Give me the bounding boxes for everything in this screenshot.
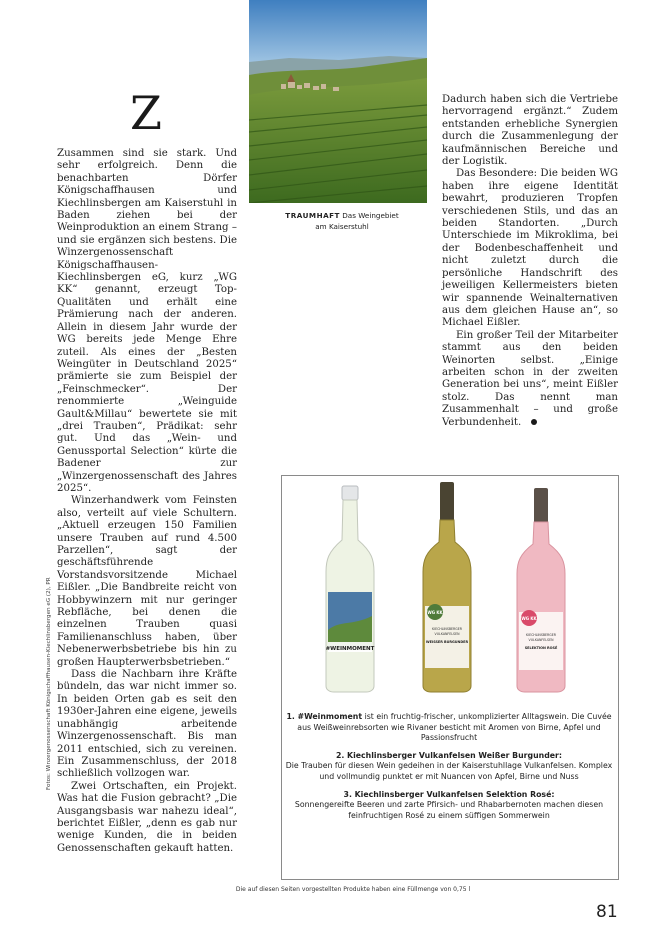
article-column-2 xyxy=(442,94,618,429)
wine-bottles-illustration xyxy=(282,480,616,700)
caption-text-1: Das Weingebiet xyxy=(342,211,399,220)
drop-cap: Z xyxy=(130,86,162,140)
product-item-3 xyxy=(285,790,613,822)
end-mark-icon xyxy=(531,419,537,425)
paragraph: Winzerhandwerk vom Feinsten also, verteilt auf viele Schultern. „Aktuell erzeugen 150 Familien unsere Trauben auf rund 4.500 Parzellen“, sagt der geschäftsführende Vorstandsvorsitzende Michael Eißler. „Die Bandbreite reicht von Hobbywinzern mit nur geringer Rebfläche, bei denen die einzelnen Trauben quasi Familienanschluss haben, über Nebenerwerbsbetriebe bis hin zu großen Haupterwerbsbetrieben.“ xyxy=(57,495,237,668)
photo-caption xyxy=(262,210,422,232)
paragraph: Zusammen sind sie stark. Und sehr erfolgreich. Denn die benachbarten Dörfer Königschaffhausen und Kiechlinsbergen am Kaiserstuhl in Baden ziehen bei der Weinproduktion an einem Strang – und sie ergänzen sich bestens. Die Winzergenossenschaft Königschaffhausen-Kiechlinsbergen eG, kurz „WG KK“ genannt, erzeugt Top-Qualitäten und erhält eine Prämierung nach der anderen. Allein in diesem Jahr wurde der WG bereits jede Menge Ehre zuteil. Als eines der „Besten Weingüter in Deutschland 2025“ prämierte sie zum Beispiel der „Feinschmecker“. Der renommierte „Weinguide Gault&Millau“ bewertete sie mit „drei Trauben“, Prädikat: sehr gut. Und das „Wein- und Genussportal Selection“ kürte die Badener zur „Winzergenossenschaft des Jahres 2025“. xyxy=(57,148,237,494)
paragraph: Dadurch haben sich die Vertriebe hervorragend ergänzt.“ Zudem entstanden erhebliche Synergien durch die Zusammenlegung der kaufmännischen Bereiche und der Logistik. xyxy=(442,94,618,168)
product-descriptions xyxy=(285,712,613,828)
bottle-weisser-burgunder xyxy=(423,482,471,692)
page-number: 81 xyxy=(596,902,618,922)
bottle-3-badge-text: WG KK xyxy=(521,616,537,621)
photo-credit: Fotos: Winzergenossenschaft Königschaffhausen-Kiechlinsbergen eG (2), PR xyxy=(46,577,52,790)
product-item-2 xyxy=(285,751,613,783)
product-text: ist ein fruchtig-frischer, unkomplizierter Alltagswein. Die Cuvée aus Weißweinrebsorten wie Rivaner besticht mit Aromen von Birne, Apfel und Passionsfrucht xyxy=(297,712,612,743)
caption-heading: TRAUMHAFT xyxy=(285,211,340,220)
paragraph xyxy=(442,330,618,429)
bottle-3-label-line3: SELEKTION ROSÉ xyxy=(524,646,558,650)
product-heading: 2. Kiechlinsberger Vulkanfelsen Weißer Burgunder: xyxy=(335,750,563,760)
product-heading: 3. Kiechlinsberger Vulkanfelsen Selektion Rosé: xyxy=(343,789,555,799)
paragraph-text: Ein großer Teil der Mitarbeiter stammt aus den beiden Weinorten selbst. „Einige arbeiten schon in der zweiten Generation bei uns“, meint Eißler stolz. Das nennt man Zusammenhalt – und große Verbundenheit. xyxy=(442,329,618,428)
bottle-3-label-line2: VULKANFELSEN xyxy=(528,638,554,642)
bottle-2-label-line1: KIECHLINSBERGER xyxy=(432,627,462,631)
product-item-1 xyxy=(285,712,613,744)
product-text: Sonnengereifte Beeren und zarte Pfirsich- und Rhabarbernoten machen diesen feinfruchtigen Rosé zu einem süffigen Sommerwein xyxy=(294,800,604,820)
paragraph: Das Besondere: Die beiden WG haben ihre eigene Identität bewahrt, produzieren Tropfen verschiedenen Stils, und das an beiden Standorten. „Durch Unterschiede im Mikroklima, bei der Bodenbeschaffenheit und nicht zuletzt durch die persönliche Handschrift des jeweiligen Kellermeisters bieten wir spannende Weinalternativen aus dem gleichen Hause an“, so Michael Eißler. xyxy=(442,168,618,329)
bottle-weinmoment xyxy=(326,486,375,692)
caption-text-2: am Kaiserstuhl xyxy=(315,222,369,231)
bottle-2-label-line3: WEISSER BURGUNDER xyxy=(425,640,469,644)
vineyard-photo xyxy=(249,0,427,203)
paragraph: Zwei Ortschaften, ein Projekt. Was hat die Fusion gebracht? „Die Ausgangsbasis war nahezu ideal“, berichtet Eißler, „denn es gab nur wenige Kunden, die in beiden Genossenschaften gekauft hatten. xyxy=(57,780,237,854)
footnote: Die auf diesen Seiten vorgestellten Produkte haben eine Füllmenge von 0,75 l xyxy=(235,886,471,893)
paragraph: Dass die Nachbarn ihre Kräfte bündeln, das war nicht immer so. In beiden Orten gab es seit den 1930er-Jahren eine eigene, jeweils unabhängig arbeitende Winzergenossenschaft. Bis man 2011 entschied, sich zu vereinen. Ein Zusammenschluss, der 2018 schließlich vollzogen war. xyxy=(57,669,237,780)
vineyard-landscape-image xyxy=(249,0,427,203)
article-column-1 xyxy=(57,148,237,855)
bottle-2-badge-text: WG KK xyxy=(427,610,443,615)
wine-bottles-image xyxy=(282,480,616,700)
bottle-3-label-line1: KIECHLINSBERGER xyxy=(526,633,556,637)
bottle-rose xyxy=(517,488,565,692)
product-text: Die Trauben für diesen Wein gedeihen in der Kaiserstuhllage Vulkanfelsen. Komplex und vollmundig punktet er mit Nuancen von Apfel, Birne und Nuss xyxy=(285,761,613,781)
bottle-2-label-line2: VULKANFELSEN xyxy=(434,632,460,636)
product-heading: 1. #Weinmoment xyxy=(286,712,363,721)
bottle-1-label-text: #WEINMOMENT xyxy=(325,646,375,652)
